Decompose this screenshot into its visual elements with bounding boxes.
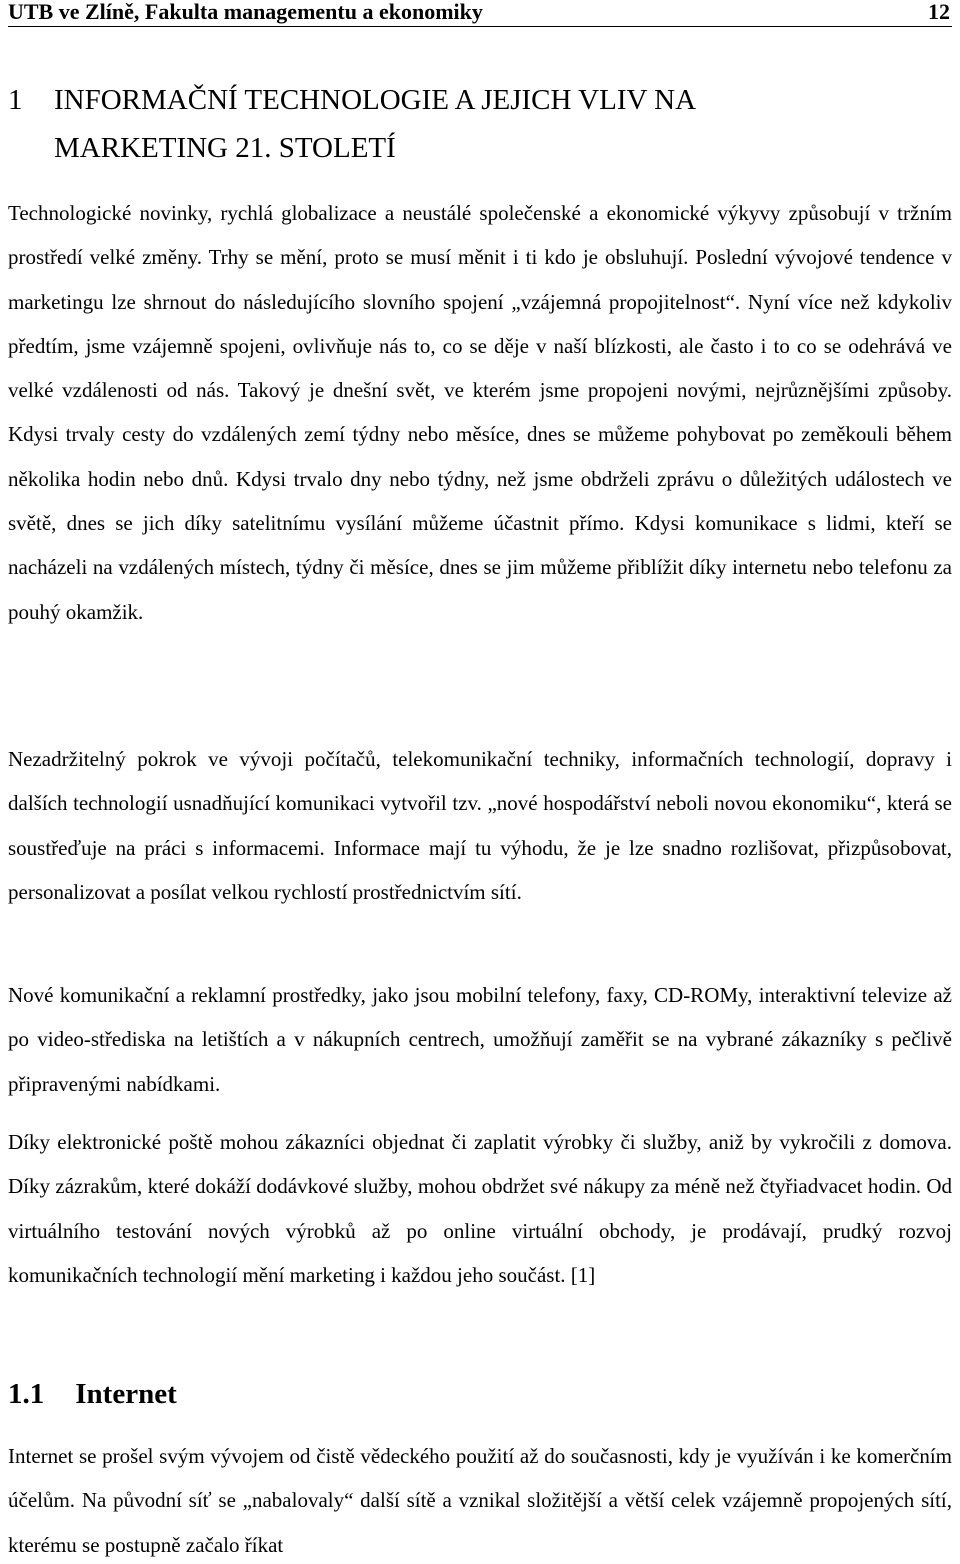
chapter-heading — [8, 76, 952, 172]
section-heading — [8, 1372, 177, 1416]
header-institution: UTB ve Zlíně, Fakulta managementu a ekonomiky — [8, 0, 483, 24]
chapter-number: 1 — [8, 84, 23, 116]
header-page-number: 12 — [928, 0, 950, 24]
body-paragraph: Nezadržitelný pokrok ve vývoji počítačů, telekomunikační techniky, informačních technologií, dopravy i dalších technologií usnadňující komunikaci vytvořil tzv. „nové hospodářství neboli novou ekonomiku“, která se soustřeďuje na práci s informacemi. Informace mají tu výhodu, že je lze snadno rozlišovat, přizpůsobovat, personalizovat a posílat velkou rychlostí prostřednictvím sítí. — [8, 747, 952, 904]
chapter-title: INFORMAČNÍ TECHNOLOGIE A JEJICH VLIV NA MARKETING 21. STOLETÍ — [54, 84, 695, 164]
running-header — [8, 0, 952, 27]
body-paragraph: Technologické novinky, rychlá globalizace a neustálé společenské a ekonomické výkyvy způsobují v tržním prostředí velké změny. Trhy se mění, proto se musí měnit i ti kdo je obsluhují. Poslední vývojové tendence v marketingu lze shrnout do následujícího slovního spojení „vzájemná propojitelnost“. Nyní více než kdykoliv předtím, jsme vzájemně spojeni, ovlivňuje nás to, co se děje v naší blízkosti, ale často i to co se odehrává ve velké vzdálenosti od nás. Takový je dnešní svět, ve kterém jsme propojeni novými, nejrůznějšími způsoby. Kdysi trvaly cesty do vzdálených zemí týdny nebo měsíce, dnes se můžeme pohybovat po zeměkouli během několika hodin nebo dnů. Kdysi trvalo dny nebo týdny, než jsme obdrželi zprávu o důležitých událostech ve světě, dnes se jich díky satelitnímu vysílání můžeme účastnit přímo. Kdysi komunikace s lidmi, kteří se nacházeli na vzdálených místech, týdny či měsíce, dnes se jim můžeme přiblížit díky internetu nebo telefonu za pouhý okamžik. — [8, 201, 952, 624]
section-title: Internet — [75, 1378, 177, 1410]
section-number: 1.1 — [8, 1378, 45, 1410]
body-paragraph: Nové komunikační a reklamní prostředky, jako jsou mobilní telefony, faxy, CD-ROMy, interaktivní televize až po video-střediska na letištích a v nákupních centrech, umožňují zaměřit se na vybrané zákazníky s pečlivě připravenými nabídkami. — [8, 983, 952, 1096]
section-paragraph: Internet se prošel svým vývojem od čistě vědeckého použití až do současnosti, kdy je využíván i ke komerčním účelům. Na původní síť se „nabalovaly“ další sítě a vznikal složitější a větší celek vzájemně propojených sítí, kterému se postupně začalo říkat — [8, 1444, 952, 1557]
body-paragraph: Díky elektronické poště mohou zákazníci objednat či zaplatit výrobky či služby, aniž by vykročili z domova. Díky zázrakům, které dokáží dodávkové služby, mohou obdržet své nákupy za méně než čtyřiadvacet hodin. Od virtuálního testování nových výrobků až po online virtuální obchody, je prodávají, prudký rozvoj komunikačních technologií mění marketing i každou jeho součást. [1] — [8, 1130, 952, 1287]
